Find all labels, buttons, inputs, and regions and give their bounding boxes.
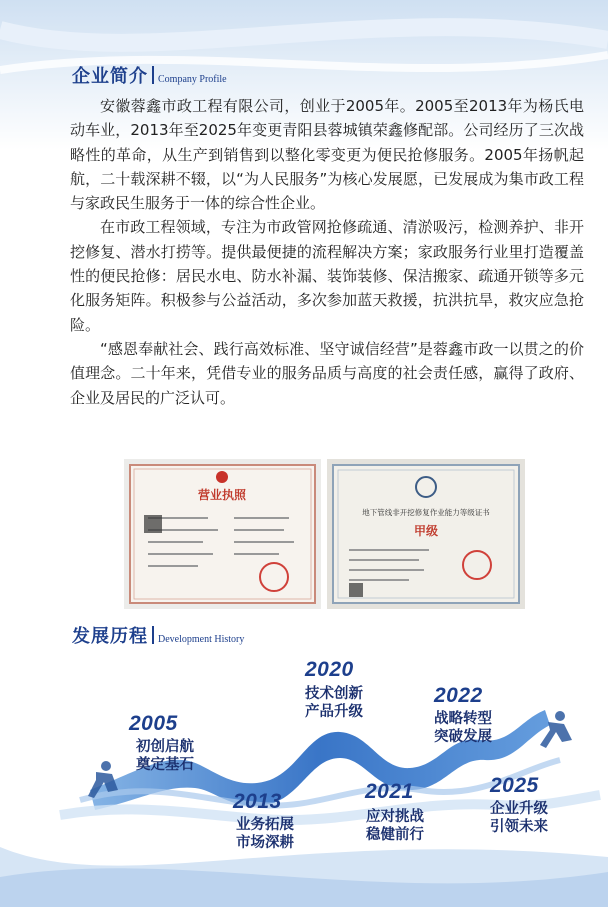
milestone-caption bbox=[305, 685, 363, 721]
development-history-subtitle: Development History bbox=[158, 634, 245, 645]
milestone-year: 2022 bbox=[434, 684, 483, 707]
milestone-line: 战略转型 bbox=[434, 711, 492, 727]
qr-code-icon bbox=[144, 515, 162, 533]
milestone-line: 业务拓展 bbox=[236, 817, 294, 833]
milestone-line: 技术创新 bbox=[305, 686, 363, 702]
company-profile-heading bbox=[72, 62, 227, 88]
heading-divider bbox=[152, 66, 154, 84]
timeline-wave bbox=[0, 650, 608, 880]
business-license-image bbox=[124, 459, 321, 609]
milestone-year: 2020 bbox=[305, 658, 354, 681]
national-emblem-icon bbox=[216, 471, 228, 483]
milestone-year: 2021 bbox=[365, 780, 414, 803]
milestone-line: 应对挑战 bbox=[366, 809, 424, 825]
intro-paragraph: 在市政工程领域，专注为市政管网抢修疏通、清淤吸污，检测养护、非开挖修复、潜水打捞等。提供最便捷的流程解决方案；家政服务行业里打造覆盖性的便民抢修：居民水电、防水补漏、装饰装修、保洁搬家、疏通开锁等多元化服务矩阵。积极参与公益活动，多次参加蓝天救援，抗洪抗旱，救灾应急抢险。 bbox=[70, 218, 584, 334]
qualification-title: 地下管线非开挖修复作业能力等级证书 bbox=[362, 508, 490, 517]
qualification-grade: 甲级 bbox=[413, 524, 439, 538]
milestone-line: 稳健前行 bbox=[366, 827, 424, 843]
heading-divider bbox=[152, 626, 154, 644]
runner-start-icon bbox=[101, 761, 111, 771]
runner-finish-icon bbox=[555, 711, 565, 721]
intro-paragraph: 安徽蓉鑫市政工程有限公司，创业于2005年。2005至2013年为杨氏电动车业，2013年至2025年变更青阳县蓉城镇荣鑫修配部。公司经历了三次战略性的革命，从生产到销售到以整化零变更为便民抢修服务。2005年扬帆起航，二十载深耕不辍，以“为人民服务”为核心发展愿，已发展成为集市政工程与家政民生服务于一体的综合性企业。 bbox=[70, 97, 584, 213]
milestone-line: 初创启航 bbox=[136, 739, 194, 755]
milestone-caption bbox=[434, 710, 492, 746]
company-intro-text bbox=[70, 94, 584, 410]
development-history-heading bbox=[72, 622, 244, 648]
milestone-year: 2013 bbox=[233, 790, 282, 813]
qr-code-icon bbox=[349, 583, 363, 597]
milestone-year: 2025 bbox=[490, 774, 539, 797]
milestone-line: 突破发展 bbox=[434, 729, 492, 745]
milestone-year: 2005 bbox=[129, 712, 178, 735]
milestone-line: 奠定基石 bbox=[136, 757, 194, 773]
milestone-caption bbox=[490, 800, 548, 836]
intro-paragraph: “感恩奉献社会、践行高效标准、坚守诚信经营”是蓉鑫市政一以贯之的价值理念。二十年来，凭借专业的服务品质与高度的社会责任感，赢得了政府、企业及居民的广泛认可。 bbox=[70, 339, 584, 407]
milestone-line: 产品升级 bbox=[305, 704, 363, 720]
milestone-caption bbox=[366, 808, 424, 844]
development-history-title: 发展历程 bbox=[72, 626, 148, 647]
milestone-caption bbox=[236, 816, 294, 852]
milestone-caption bbox=[136, 738, 194, 774]
milestone-line: 企业升级 bbox=[490, 801, 548, 817]
milestone-line: 引领未来 bbox=[490, 819, 548, 835]
company-profile-subtitle: Company Profile bbox=[158, 74, 227, 85]
license-title: 营业执照 bbox=[197, 488, 247, 502]
company-profile-title: 企业简介 bbox=[72, 66, 148, 87]
milestone-line: 市场深耕 bbox=[236, 835, 294, 851]
qualification-certificate-image bbox=[327, 459, 525, 609]
